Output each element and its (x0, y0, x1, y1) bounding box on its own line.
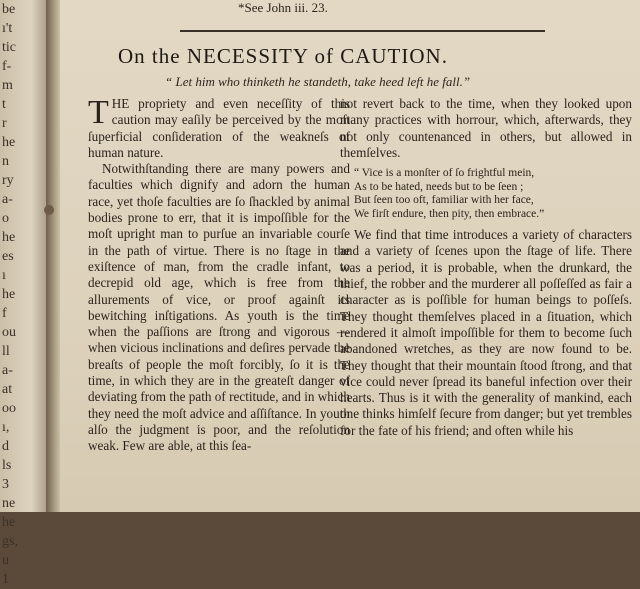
edge-line: a- (2, 192, 13, 207)
verse-quotation (354, 167, 632, 221)
newspaper-page (60, 0, 640, 512)
edge-line: es (2, 249, 14, 264)
left-page-text (0, 0, 52, 589)
edge-line: ı't (2, 21, 13, 36)
edge-line: ne (2, 496, 16, 511)
edge-line: at (2, 382, 13, 397)
edge-line: be (2, 2, 16, 17)
edge-line: he (2, 287, 16, 302)
paragraph-2: Notwithſtanding there are many powers and faculties which dignify and adorn the human race, yet thoſe faculties are ſo ſhackled by animal bodies prone to err, that it is impoſſible for the moſt upright man to purſue an invariable courſe in the path of virtue. There is no ſtage in the exiſtence of man, from the cradle infant, to decrepid old age, which is free from the allurements of vice, or proof againſt its bewitching inſtigations. As youth is the time when the paſſions are ſtrong and vigorous —when vicious inclinations and deſires pervade the breaſts of people the moſt forcibly, ſo it is the time, in which they are in the greateſt danger of deviating from the path of rectitude, and in which they need the moſt advice and aſſiſtance. In youth alſo the judgment is poor, and the reſolution weak. Few are able, at this ſea- (88, 161, 350, 454)
edge-line: f (2, 306, 7, 321)
edge-line: 1 (2, 572, 9, 587)
section-rule (180, 30, 545, 32)
edge-line: ı (2, 268, 6, 283)
left-column (88, 96, 350, 455)
edge-line: ls (2, 458, 12, 473)
edge-line: u (2, 553, 9, 568)
left-page-edge (0, 0, 52, 587)
edge-line: ll (2, 344, 10, 359)
continued-paragraph: not revert back to the time, when they looked upon many practices with horrour, which, afterwards, they not only countenanced in others, but allowed in themſelves. (340, 96, 632, 160)
paragraph-3: We find that time introduces a variety of characters and a variety of ſcenes upon the ſtage of life. There was a period, it is probable, when the drunkard, the thief, the robber and the murderer all poſſeſſed as fair a character as is poſſible for human beings to poſſeſs. They thought themſelves placed in a ſituation, which rendered it almoſt impoſſible for them to become ſuch abandoned wretches, as they are now found to be. They thought that their mountain ſtood ſtrong, and that vice could never ſpread its baneful infection over their hearts. Thus is it with the generality of mankind, each one thinks himſelf ſecure from danger; but yet trembles for the fate of his friend; and often while his (340, 227, 632, 438)
paragraph-1-text: HE propriety and even neceſſity of this caution may eaſily be perceived by the moſt ſuperficial conſideration of the weakneſs of human nature. (88, 96, 350, 160)
edge-line: tic (2, 40, 16, 55)
footnote: *See John iii. 23. (238, 0, 328, 15)
binding-hole (44, 205, 54, 215)
edge-line: 3 (2, 477, 9, 492)
verse-line: As to be hated, needs but to be ſeen ; (354, 180, 524, 193)
article-epigraph: “ Let him who thinketh he standeth, take heed left he fall.” (165, 74, 471, 89)
edge-line: a- (2, 363, 13, 378)
paragraph-1 (88, 96, 350, 161)
article-title: On the NECESSITY of CAUTION. (118, 44, 448, 68)
drop-cap: T (88, 94, 109, 131)
edge-line: f- (2, 59, 12, 74)
edge-line: ou (2, 325, 16, 340)
edge-line: he (2, 230, 16, 245)
edge-line: n (2, 154, 9, 169)
edge-line: t (2, 97, 6, 112)
edge-line: ry (2, 173, 14, 188)
edge-line: r (2, 116, 7, 131)
verse-line: “ Vice is a monſter of ſo frightful mein, (354, 167, 535, 180)
edge-line: gs, (2, 534, 18, 549)
edge-line: o (2, 211, 9, 226)
edge-line: m (2, 78, 13, 93)
edge-line: oo (2, 401, 16, 416)
verse-line: But ſeen too oft, familiar with her face, (354, 194, 534, 207)
edge-line: d (2, 439, 9, 454)
edge-line: ı, (2, 420, 10, 435)
edge-line: he (2, 135, 16, 150)
verse-line: We firſt endure, then pity, then embrace.” (354, 207, 545, 220)
right-column (340, 96, 632, 439)
edge-line: he (2, 515, 16, 530)
